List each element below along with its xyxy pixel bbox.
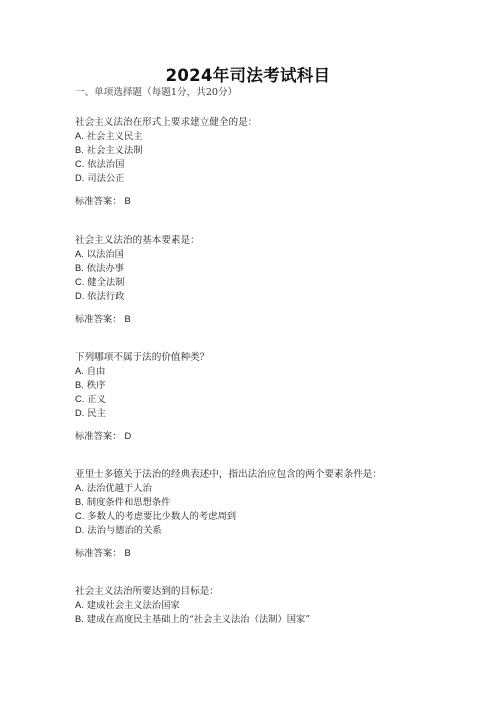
question-2-answer: 标准答案： B [75, 314, 131, 325]
question-4-option-c: C. 多数人的考虑要比少数人的考虑周到 [75, 511, 237, 522]
section-heading: 一、单项选择题（每题1分，共20分） [75, 87, 238, 98]
question-4-option-a: A. 法治优越于人治 [75, 483, 152, 494]
question-5-option-a: A. 建成社会主义法治国家 [75, 600, 180, 611]
question-3-option-c: C. 正义 [75, 394, 106, 405]
document-title: 2024年司法考试科目 [165, 66, 331, 85]
question-1-text: 社会主义法治在形式上要求建立健全的是： [75, 117, 258, 128]
question-2-text: 社会主义法治的基本要素是： [75, 235, 200, 246]
question-3-option-d: D. 民主 [75, 408, 106, 419]
question-5-option-b: B. 建成在高度民主基础上的“社会主义法治（法制）国家” [75, 614, 311, 625]
question-2-option-d: D. 依法行政 [75, 291, 125, 302]
question-3-option-b: B. 秩序 [75, 380, 106, 391]
question-1-option-a: A. 社会主义民主 [75, 131, 143, 142]
question-2-option-b: B. 依法办事 [75, 263, 124, 274]
question-4-text: 亚里士多德关于法治的经典表述中，指出法治应包含的两个要素条件是： [75, 469, 382, 480]
question-4-option-b: B. 制度条件和思想条件 [75, 497, 171, 508]
question-1-answer: 标准答案： B [75, 196, 131, 207]
question-3-text: 下列哪项不属于法的价值种类？ [75, 352, 210, 363]
question-2-option-c: C. 健全法制 [75, 277, 125, 288]
question-3-answer: 标准答案： D [75, 431, 132, 442]
question-4-option-d: D. 法治与德治的关系 [75, 525, 162, 536]
question-1-option-b: B. 社会主义法制 [75, 145, 143, 156]
question-3-option-a: A. 自由 [75, 366, 106, 377]
question-1-option-c: C. 依法治国 [75, 159, 125, 170]
question-5-text: 社会主义法治所要达到的目标是： [75, 586, 219, 597]
question-4-answer: 标准答案： B [75, 548, 131, 559]
question-2-option-a: A. 以法治国 [75, 249, 124, 260]
question-1-option-d: D. 司法公正 [75, 173, 125, 184]
